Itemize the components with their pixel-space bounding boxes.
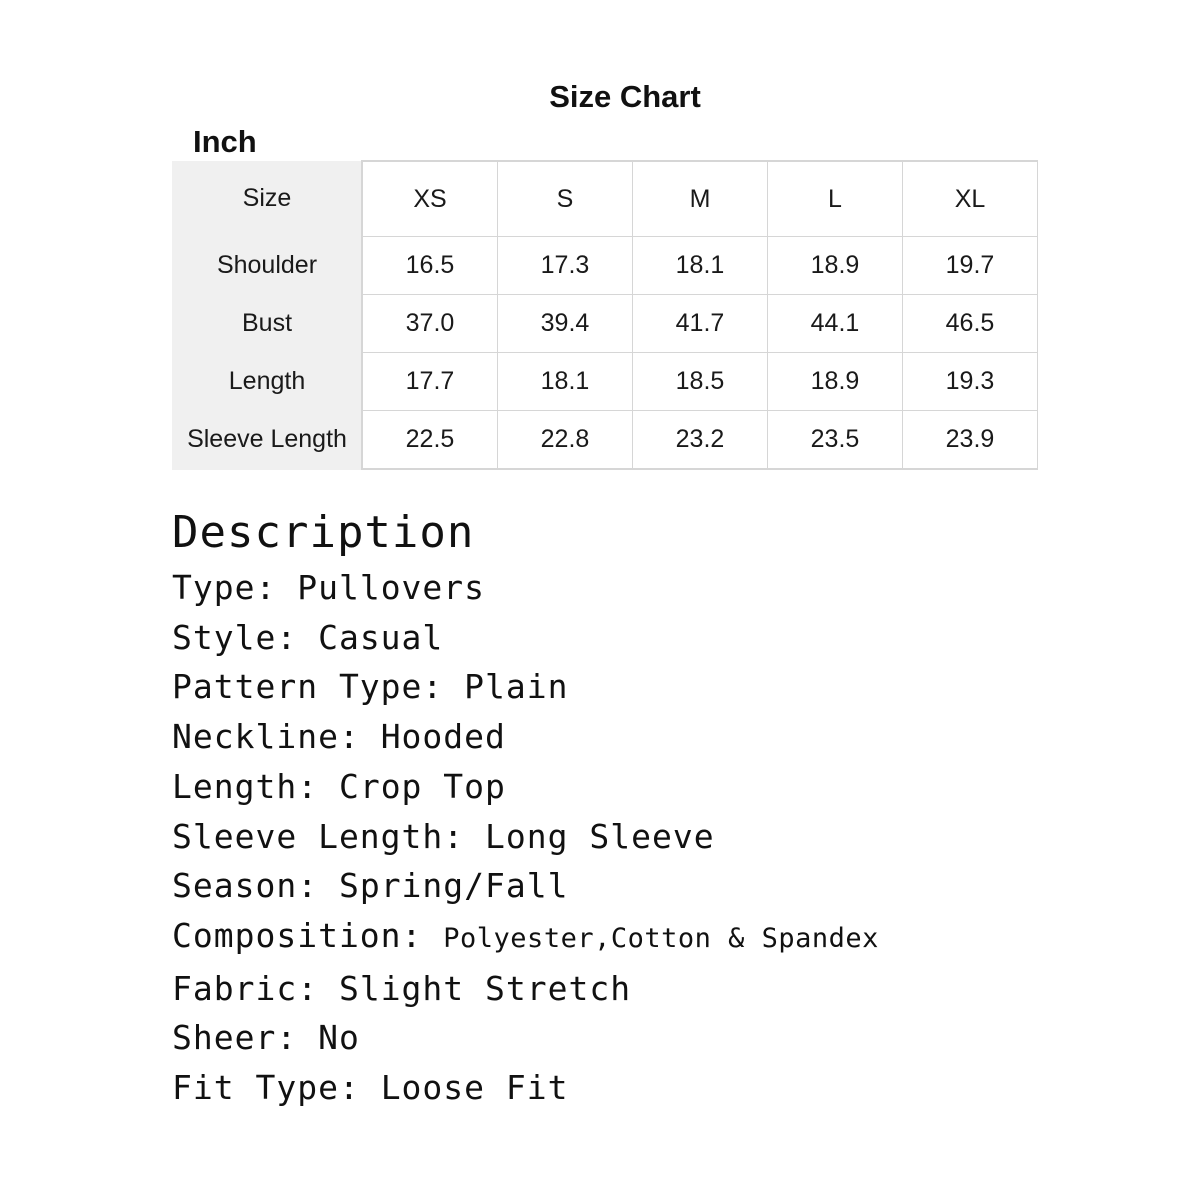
table-cell: 18.9 <box>768 237 903 295</box>
description-value: No <box>318 1018 360 1058</box>
size-header-xl: XL <box>903 161 1038 237</box>
size-header-s: S <box>498 161 633 237</box>
size-header-xs: XS <box>362 161 498 237</box>
description-value: Long Sleeve <box>485 816 715 856</box>
description-item-neckline <box>172 712 879 762</box>
description-value: Plain <box>464 667 569 707</box>
row-label-sleeve-length: Sleeve Length <box>173 411 363 470</box>
table-row-length <box>173 353 1038 411</box>
description-value: Spring/Fall <box>338 866 569 906</box>
size-header-l: L <box>768 161 903 237</box>
table-row-shoulder <box>173 237 1038 295</box>
table-cell: 18.9 <box>768 353 903 411</box>
row-label-bust: Bust <box>173 295 363 353</box>
size-table <box>172 160 1038 470</box>
description-item-pattern-type <box>172 662 879 712</box>
table-cell: 41.7 <box>633 295 768 353</box>
description-key: Fabric: <box>172 968 339 1008</box>
size-chart-title: Size Chart <box>549 79 701 114</box>
table-cell: 37.0 <box>362 295 498 353</box>
table-cell: 17.7 <box>362 353 498 411</box>
table-cell: 22.8 <box>498 411 633 470</box>
unit-label: Inch <box>193 124 257 159</box>
description-key: Fit Type: <box>172 1068 381 1108</box>
table-cell: 18.5 <box>633 353 768 411</box>
description-value: Loose Fit <box>380 1068 569 1108</box>
description-item-type <box>172 563 879 613</box>
description-item-sheer <box>172 1013 879 1063</box>
size-header-m: M <box>633 161 768 237</box>
description-heading: Description <box>172 507 475 558</box>
description-key: Length: <box>172 766 339 806</box>
table-row-bust <box>173 295 1038 353</box>
description-item-sleeve-length <box>172 812 879 862</box>
description-value: Pullovers <box>297 568 486 607</box>
table-cell: 23.9 <box>903 411 1038 470</box>
description-key: Pattern Type: <box>172 667 465 707</box>
description-section <box>172 505 879 1113</box>
table-cell: 19.3 <box>903 353 1038 411</box>
table-cell: 18.1 <box>498 353 633 411</box>
description-key: Neckline: <box>172 717 381 757</box>
size-header-row <box>173 161 1038 237</box>
size-header-label: Size <box>173 161 363 237</box>
table-cell: 44.1 <box>768 295 903 353</box>
table-cell: 18.1 <box>633 237 768 295</box>
description-item-composition <box>172 911 879 964</box>
table-cell: 23.5 <box>768 411 903 470</box>
description-item-length <box>172 762 879 812</box>
description-value: Casual <box>318 617 444 657</box>
table-row-sleeve-length <box>173 411 1038 470</box>
table-cell: 22.5 <box>362 411 498 470</box>
row-label-shoulder: Shoulder <box>173 237 363 295</box>
description-key: Type: <box>172 568 298 607</box>
description-key: Style: <box>172 617 319 657</box>
description-key: Sheer: <box>172 1018 319 1058</box>
description-value: Hooded <box>380 717 506 757</box>
table-cell: 17.3 <box>498 237 633 295</box>
description-item-fit-type <box>172 1063 879 1113</box>
description-value: Crop Top <box>338 766 506 806</box>
description-value: Slight Stretch <box>338 968 632 1008</box>
row-label-length: Length <box>173 353 363 411</box>
table-cell: 16.5 <box>362 237 498 295</box>
description-key: Sleeve Length: <box>172 816 486 856</box>
description-item-style <box>172 613 879 663</box>
description-value: Polyester,Cotton & Spandex <box>443 922 879 954</box>
description-key: Season: <box>172 866 339 906</box>
description-key: Composition: <box>172 915 444 955</box>
description-item-season <box>172 861 879 911</box>
table-cell: 39.4 <box>498 295 633 353</box>
table-cell: 19.7 <box>903 237 1038 295</box>
description-item-fabric <box>172 964 879 1014</box>
table-cell: 23.2 <box>633 411 768 470</box>
table-cell: 46.5 <box>903 295 1038 353</box>
